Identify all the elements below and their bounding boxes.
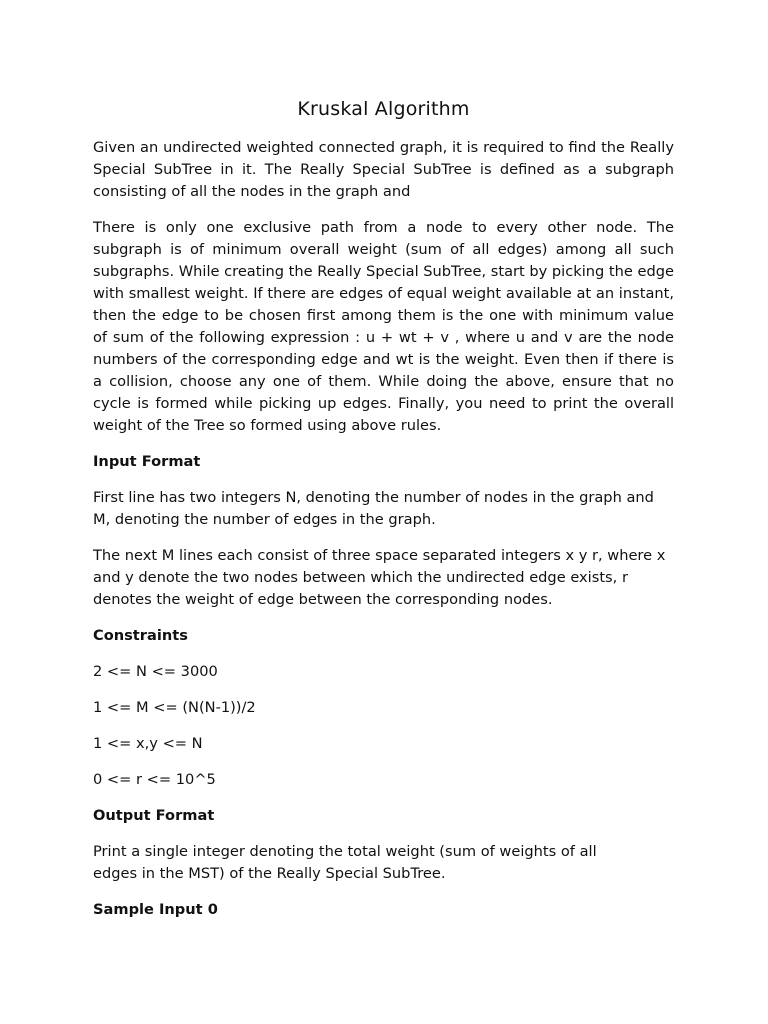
output-format-heading: Output Format xyxy=(93,807,215,824)
page-title: Kruskal Algorithm xyxy=(297,98,470,120)
constraint-item: 1 <= x,y <= N xyxy=(93,735,203,752)
constraint-item: 2 <= N <= 3000 xyxy=(93,663,218,680)
constraint-item: 1 <= M <= (N(N-1))/2 xyxy=(93,699,256,716)
constraints-heading: Constraints xyxy=(93,627,188,644)
constraint-item: 0 <= r <= 10^5 xyxy=(93,771,216,788)
sample-input-heading: Sample Input 0 xyxy=(93,901,218,918)
description-paragraph: There is only one exclusive path from a node to every other node. The subgraph is of minimum overall weight (sum of all edges) among all such subgraphs. While creating the Really Special SubTree, start by picking the edge with smallest weight. If there are edges of equal weight available at an instant, then the edge to be chosen first among them is the one with minimum value of sum of the following expression : u + wt + v , where u and v are the node numbers of the corresponding edge and wt is the weight. Even then if there is a collision, choose any one of them. While doing the above, ensure that no cycle is formed while picking up edges. Finally, you need to print the overall weight of the Tree so formed using above rules. xyxy=(93,219,674,434)
document-page xyxy=(93,97,674,935)
input-format-line-1: First line has two integers N, denoting the number of nodes in the graph and M, denoting the number of edges in the graph. xyxy=(93,489,654,528)
intro-paragraph: Given an undirected weighted connected graph, it is required to find the Really Special SubTree in it. The Really Special SubTree is defined as a subgraph consisting of all the nodes in the graph and xyxy=(93,139,674,200)
output-format-text: Print a single integer denoting the total weight (sum of weights of all edges in the MST) of the Really Special SubTree. xyxy=(93,843,597,882)
input-format-heading: Input Format xyxy=(93,453,201,470)
input-format-line-2: The next M lines each consist of three space separated integers x y r, where x and y denote the two nodes between which the undirected edge exists, r denotes the weight of edge between the corresponding nodes. xyxy=(93,547,666,608)
